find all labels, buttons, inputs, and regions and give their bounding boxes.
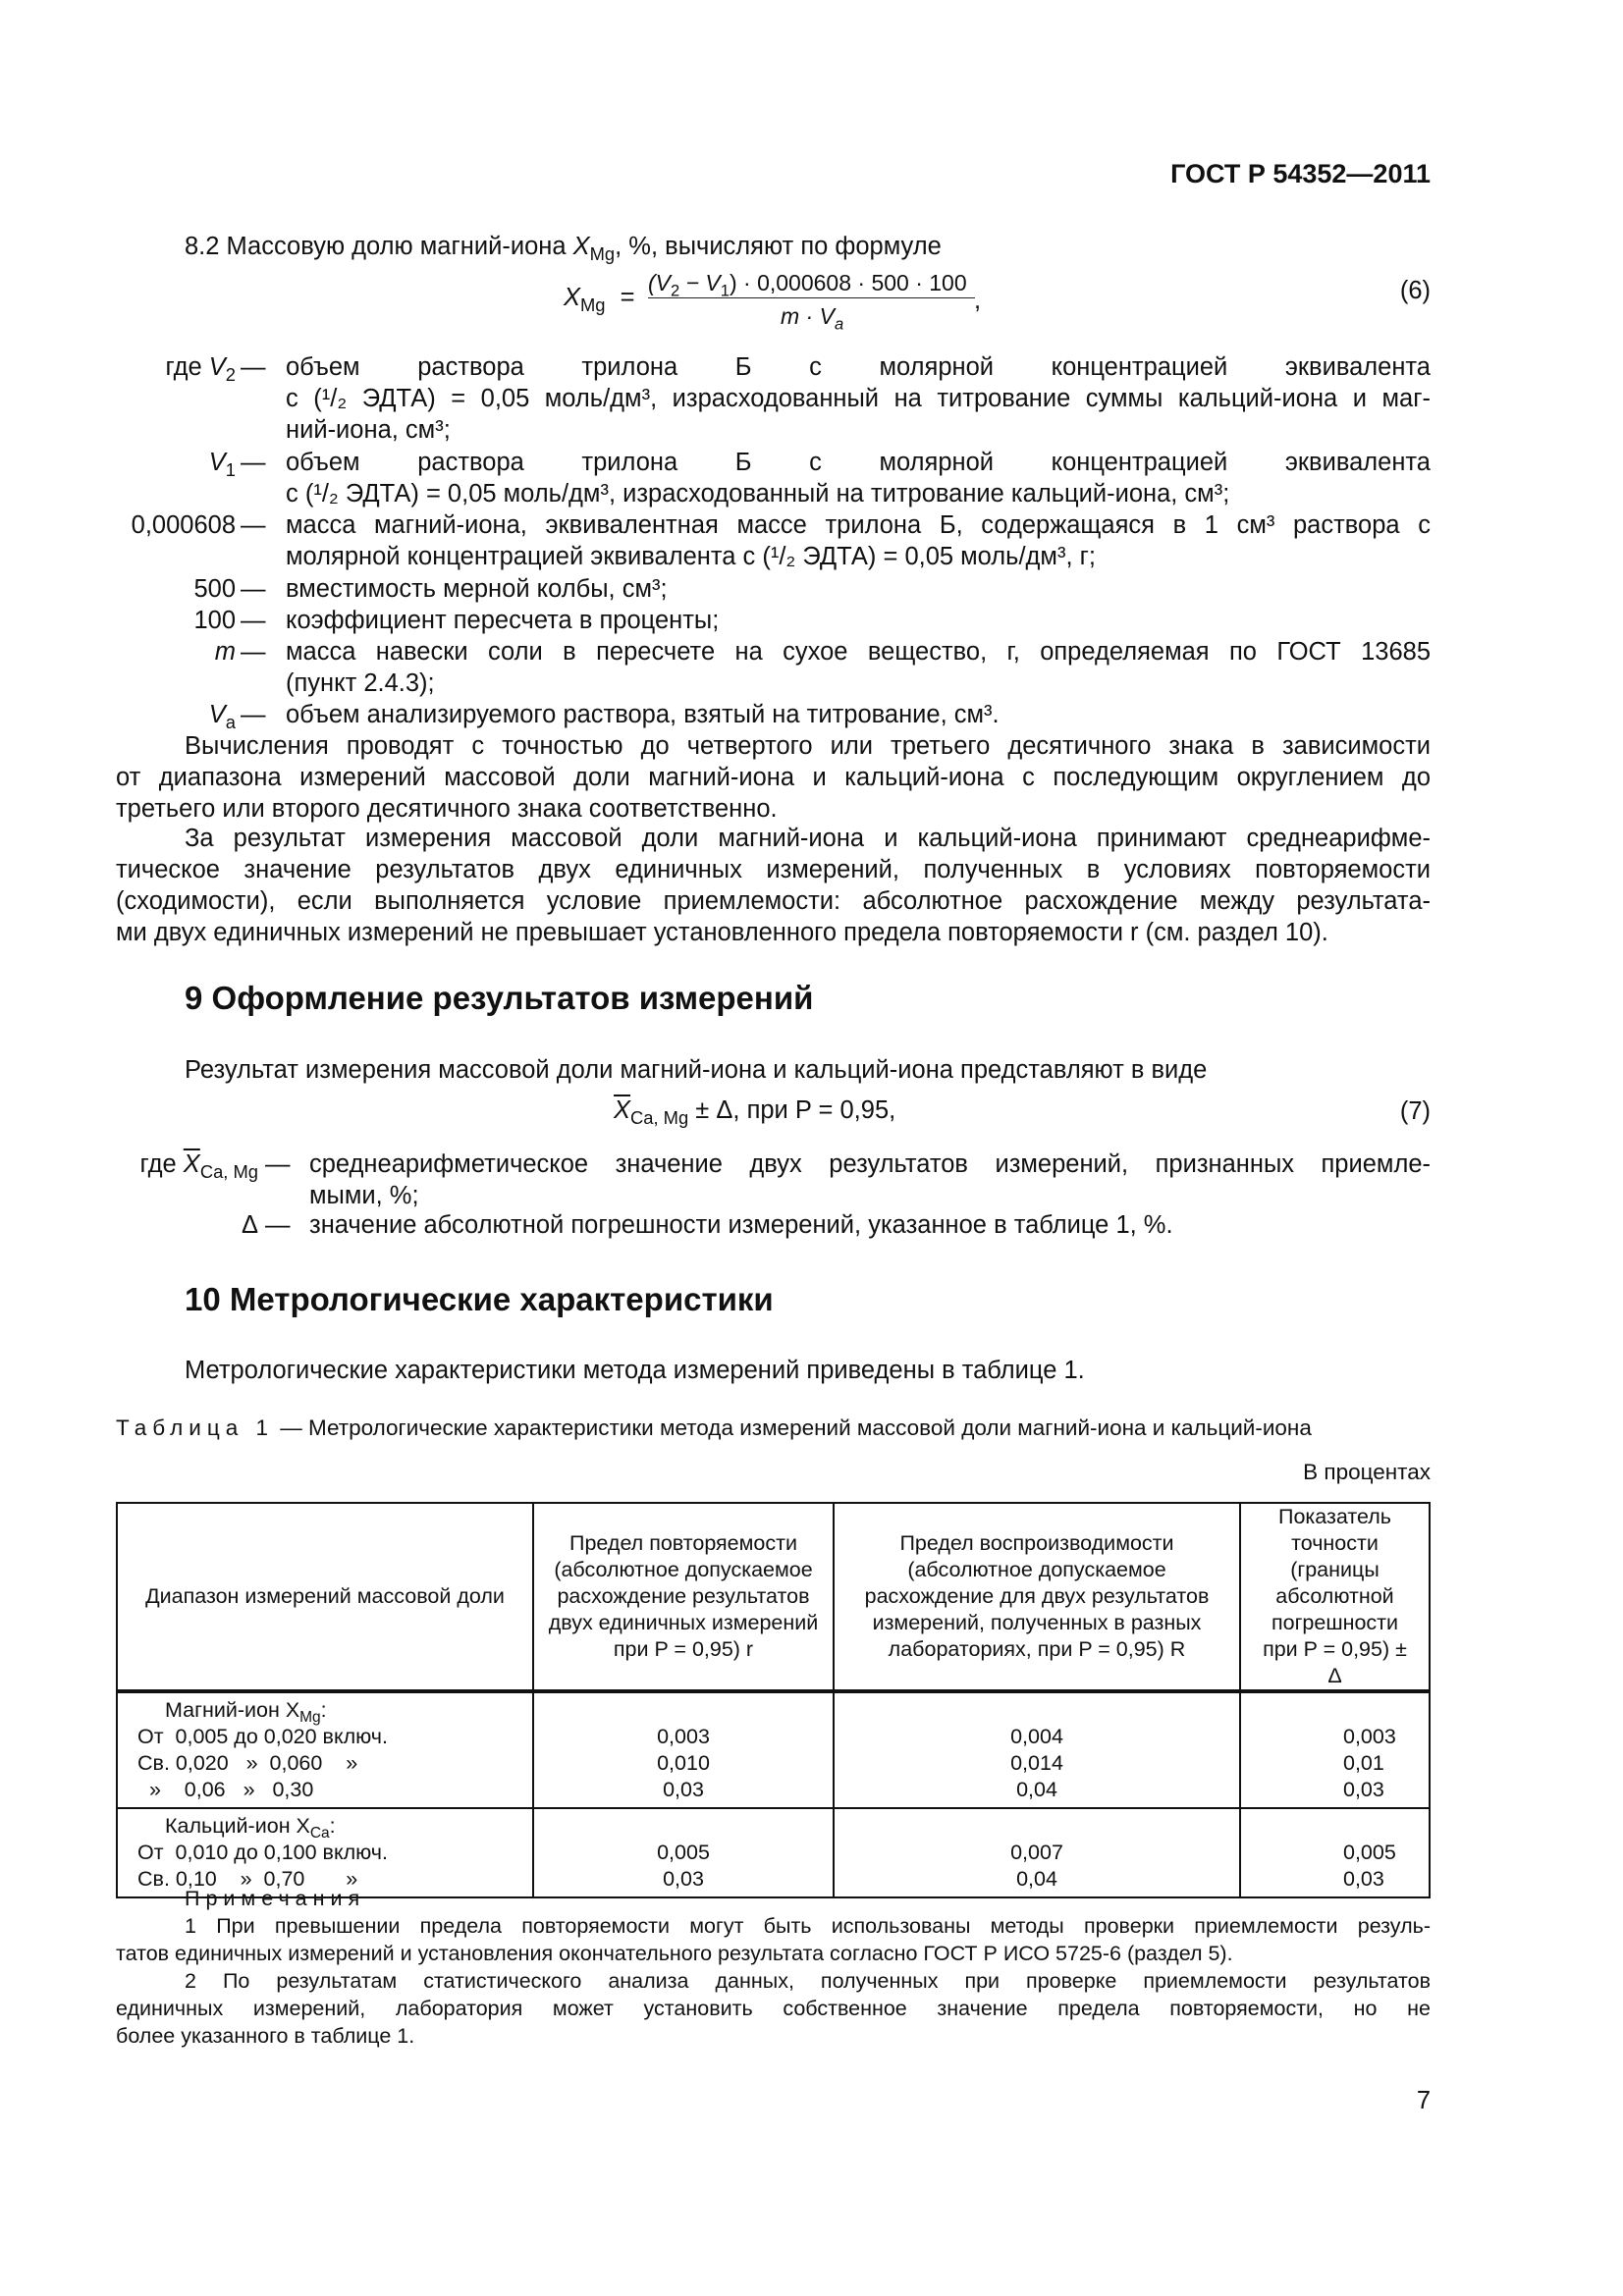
formula-7-sym: $\overline{X}$ (614, 1096, 631, 1124)
s82-intro-b: , %, вычисляют по формуле (615, 233, 942, 260)
where-k-line2: молярной концентрацией эквивалента c (¹/₂ ЭДТА) = 0,05 моль/дм³, г; (286, 543, 1097, 570)
note-2-line2: единичных измерений, лаборатория может установить собственное значение предела повторяемости, но не (116, 1997, 1431, 2020)
formula-6-x: X (564, 284, 581, 311)
where-500-body: вместимость мерной колбы, см³; (286, 575, 668, 603)
where-va-sub: a (225, 711, 236, 732)
para2-line2: тическое значение результатов двух единичных измерений, полученных в условиях повторяемости (116, 856, 1431, 883)
where-xmean-dash: — (265, 1150, 291, 1178)
num-e: ) · 0,000608 · 500 · 100 (729, 270, 967, 295)
where-v2-dash: — (241, 353, 266, 381)
note-1-line1: 1 При превышении предела повторяемости могут быть использованы методы проверки приемлемости резуль- (185, 1914, 1431, 1938)
col-header-repeatability (533, 1503, 834, 1691)
section-9-title: 9 Оформление результатов измерений (185, 980, 814, 1016)
section-10-intro: Метрологические характеристики метода измерений приведены в таблице 1. (185, 1357, 1085, 1384)
para2-line1: За результат измерения массовой доли магний-иона и кальций-иона принимают среднеарифме- (185, 825, 1431, 852)
formula-7 (614, 1095, 895, 1126)
col-header-range: Диапазон измерений массовой доли (117, 1503, 533, 1691)
ca-group-label (137, 1813, 532, 1840)
formula-7-rest: ± Δ, при P = 0,95, (688, 1096, 896, 1124)
formula-6-x-sub: Mg (580, 294, 606, 315)
where-m-line2: (пункт 2.4.3); (286, 669, 435, 697)
formula-6-fraction-bar (648, 297, 975, 298)
num-d: 1 (720, 281, 730, 300)
where-v1-label (39, 447, 236, 478)
where-m-line1: масса навески соли в пересчете на сухое вещество, г, определяемая по ГОСТ 13685 (286, 638, 1431, 666)
table-header-row (117, 1503, 1430, 1691)
page-number: 7 (1416, 2087, 1431, 2114)
mg-R-2: 0,014 (1010, 1751, 1063, 1775)
mg-r-3: 0,03 (663, 1778, 704, 1801)
mg-label-colon: : (320, 1698, 327, 1722)
where-xmean-line2: мыми, %; (309, 1182, 419, 1209)
where-v2-sym: V (208, 353, 226, 381)
where-v2-pre: где (165, 353, 209, 381)
where-k-line1: масса магний-иона, эквивалентная массе трилона Б, содержащаяся в 1 см³ раствора с (286, 511, 1431, 539)
mg-label-sub: Mg (299, 1708, 321, 1726)
section-9-intro: Результат измерения массовой доли магний-иона и кальций-иона представляют в виде (185, 1056, 1208, 1084)
ca-range-1: От 0,010 до 0,100 включ. (137, 1841, 388, 1864)
formula-6-comma: , (974, 287, 982, 314)
mg-reprod-cell (834, 1691, 1240, 1808)
mg-d-3: 0,03 (1343, 1778, 1384, 1801)
s82-intro (185, 231, 942, 262)
ca-label: Кальций-ион X (165, 1814, 310, 1838)
paragraph-precision (116, 730, 1431, 825)
para1-line3: третьего или второго десятичного знака соответственно. (116, 795, 778, 823)
num-b: 2 (671, 281, 680, 300)
section-10-title: 10 Метрологические характеристики (185, 1281, 774, 1317)
col-header-repeatability-text: Предел повторяемости (абсолютное допускаемое расхождение результатов двух единичных измерений при P = 0,95) r (548, 1531, 819, 1661)
mg-r-2: 0,010 (657, 1751, 710, 1775)
formula-6-numerator (648, 269, 967, 300)
where-500-dash: — (241, 575, 266, 603)
where-v2-line1: объем раствора трилона Б с молярной концентрацией эквивалента (286, 353, 1431, 381)
where-100-label: 100 (193, 607, 236, 634)
where-100-body: коэффициент пересчета в проценты; (286, 607, 720, 634)
where-v1-sym: V (208, 449, 226, 476)
where-v2-sub: 2 (225, 363, 236, 385)
den-a: m · V (781, 303, 835, 329)
where-v1-sub: 1 (225, 458, 236, 480)
where-500-label: 500 (193, 575, 236, 603)
mg-label: Магний-ион X (165, 1698, 300, 1722)
where-m-body (286, 636, 1431, 699)
ca-range-2: Св. 0,10 » 0,70 » (137, 1867, 358, 1891)
note-2-line1: 2 По результатам статистического анализа данных, полученных при проверке приемлемости результатов (185, 1969, 1431, 1993)
formula-7-sub: Ca, Mg (630, 1106, 689, 1128)
mg-range-3: » 0,06 » 0,30 (137, 1778, 314, 1801)
where-delta-body: значение абсолютной погрешности измерений, указанное в таблице 1, %. (309, 1211, 1173, 1239)
where-m-sym: m (214, 638, 236, 666)
where-xmean-body (309, 1148, 1431, 1211)
s82-intro-sub: Mg (589, 242, 616, 264)
ca-r-2: 0,03 (663, 1867, 704, 1891)
mg-range-cell (117, 1691, 533, 1808)
den-b: a (834, 314, 844, 334)
where-v2-body (286, 351, 1431, 446)
mg-R-3: 0,04 (1016, 1778, 1057, 1801)
table-group-mg (117, 1691, 1430, 1808)
table-units: В процентах (1303, 1460, 1431, 1484)
where-xmean-pre: где (139, 1150, 184, 1178)
where-xmean-sub: Ca, Mg (199, 1160, 258, 1182)
where-v1-line1: объем раствора трилона Б с молярной концентрацией эквивалента (286, 449, 1431, 476)
document-id: ГОСТ Р 54352—2011 (1170, 159, 1431, 188)
where-v2-line3: ний-иона, см³; (286, 416, 451, 444)
where-100-dash: — (241, 607, 266, 634)
where-delta-label: Δ (241, 1211, 258, 1239)
mg-range-2: Св. 0,020 » 0,060 » (137, 1751, 358, 1775)
s82-intro-a: 8.2 Массовую долю магний-иона (185, 233, 573, 260)
note-1-line2: татов единичных измерений и установления окончательного результата согласно ГОСТ Р ИСО 5725-6 (раздел 5). (116, 1942, 1233, 1965)
mg-group-label (137, 1697, 532, 1724)
metrology-table (116, 1502, 1431, 1898)
para2-line4: ми двух единичных измерений не превышает установленного предела повторяемости r (см. раздел 10). (116, 919, 1328, 946)
num-a: (V (648, 270, 671, 295)
table-caption-text: — Метрологические характеристики метода измерений массовой доли магний-иона и кальций-иона (274, 1415, 1312, 1440)
mg-r-1: 0,003 (657, 1725, 710, 1748)
ca-r-1: 0,005 (657, 1841, 710, 1864)
notes-block (116, 1885, 1431, 2050)
where-k-label: 0,000608 (131, 511, 236, 539)
formula-6-eq: = (620, 284, 635, 311)
where-va-body: объем анализируемого раствора, взятый на титрование, см³. (286, 701, 1000, 728)
notes-title: Примечания (185, 1887, 366, 1910)
where-va-sym: V (208, 701, 226, 728)
equation-number-7: (7) (1399, 1097, 1431, 1125)
para1-line1: Вычисления проводят с точностью до четвертого или третьего десятичного знака в зависимости (185, 732, 1431, 760)
where-xmean-line1: среднеарифметическое значение двух результатов измерений, признанных приемле- (309, 1150, 1431, 1178)
ca-label-colon: : (329, 1814, 336, 1838)
equation-number-6: (6) (1399, 277, 1431, 304)
paragraph-result (116, 823, 1431, 948)
where-m-label (39, 636, 236, 667)
where-v1-body (286, 447, 1431, 509)
para2-line3: (сходимости), если выполняется условие приемлемости: абсолютное расхождение между результата- (116, 887, 1431, 915)
where-v2-label (39, 351, 236, 383)
ca-d-1: 0,005 (1343, 1841, 1396, 1864)
col-header-accuracy (1240, 1503, 1430, 1691)
ca-d-2: 0,03 (1343, 1867, 1384, 1891)
table-caption (116, 1415, 1312, 1442)
where-m-dash: — (241, 638, 266, 666)
num-c: − V (679, 270, 721, 295)
s82-intro-sym: X (572, 233, 590, 260)
ca-label-sub: Ca (309, 1824, 330, 1842)
where-delta-dash: — (265, 1211, 291, 1239)
where-v1-dash: — (241, 449, 266, 476)
where-k-body (286, 509, 1431, 572)
mg-range-1: От 0,005 до 0,020 включ. (137, 1725, 388, 1748)
mg-d-1: 0,003 (1343, 1725, 1396, 1748)
col-header-reproducibility (834, 1503, 1240, 1691)
table-caption-label: Таблица 1 (116, 1415, 274, 1440)
where-k-dash: — (241, 511, 266, 539)
where-va-dash: — (241, 701, 266, 728)
para1-line2: от диапазона измерений массовой доли магний-иона и кальций-иона с последующим округлением до (116, 764, 1431, 791)
ca-R-2: 0,04 (1016, 1867, 1057, 1891)
where-v2-line2: c (¹/₂ ЭДТА) = 0,05 моль/дм³, израсходованный на титрование суммы кальций-иона и маг- (286, 385, 1431, 412)
formula-6-lhs (564, 282, 635, 313)
where-xmean-label (62, 1148, 258, 1180)
col-header-accuracy-text: Показатель точности (границы абсолютной погрешности при P = 0,95) ± Δ (1263, 1505, 1407, 1687)
ca-R-1: 0,007 (1010, 1841, 1063, 1864)
formula-6-denominator (781, 302, 844, 334)
where-va-label (39, 699, 236, 730)
mg-accuracy-cell (1240, 1691, 1430, 1808)
where-xmean-sym: $\overline{X}$ (183, 1150, 200, 1178)
mg-R-1: 0,004 (1010, 1725, 1063, 1748)
mg-repeat-cell (533, 1691, 834, 1808)
col-header-reproducibility-text: Предел воспроизводимости (абсолютное допускаемое расхождение для двух результатов измерений, полученных в разных лабораториях, при P = 0,95) R (864, 1531, 1210, 1661)
mg-d-2: 0,01 (1343, 1751, 1384, 1775)
where-v1-line2: c (¹/₂ ЭДТА) = 0,05 моль/дм³, израсходованный на титрование кальций-иона, см³; (286, 480, 1230, 507)
note-2-line3: более указанного в таблице 1. (116, 2024, 415, 2048)
